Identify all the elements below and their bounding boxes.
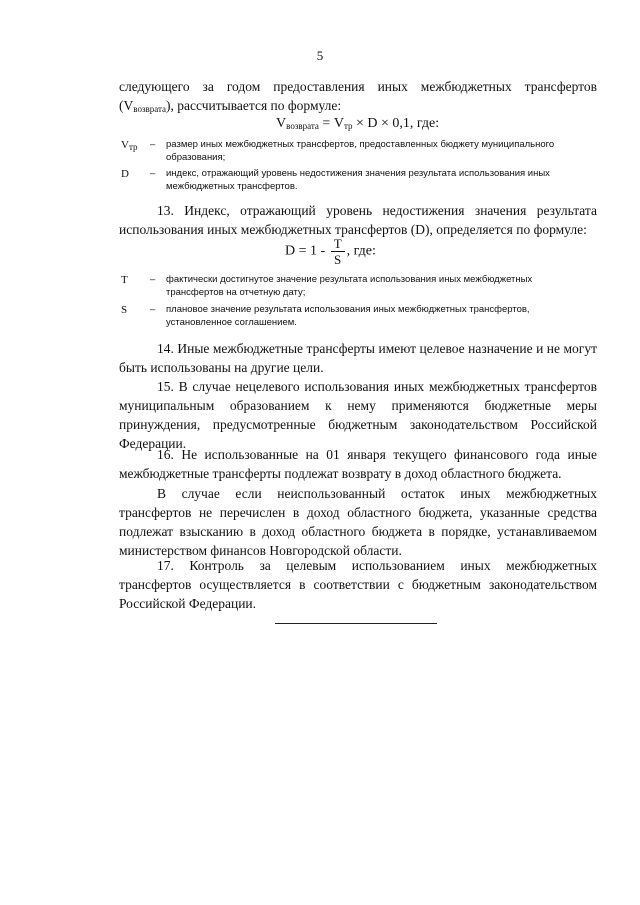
fraction-denominator: S xyxy=(334,252,342,267)
formula-rest: × D × 0,1, где: xyxy=(352,116,440,131)
definition-t xyxy=(121,274,597,300)
definition-symbol: D xyxy=(121,168,129,180)
definition-text: плановое значение результата использования иных межбюджетных трансфертов, установленное соглашением. xyxy=(166,304,530,328)
definition-dash: – xyxy=(150,304,156,315)
formula-tail: , где: xyxy=(346,243,376,259)
intro-text-b: ), рассчитывается по формуле: xyxy=(166,98,342,113)
formula-index xyxy=(285,236,376,267)
formula-return xyxy=(276,116,439,132)
page-number: 5 xyxy=(316,48,324,63)
definition-vtr xyxy=(121,139,597,165)
formula-fraction xyxy=(331,236,345,267)
formula-lhs: D xyxy=(285,243,296,259)
definition-symbol: S xyxy=(121,304,128,316)
paragraph-13: 13. Индекс, отражающий уровень недостижения значения результата использования иных межбюджетных трансфертов (D), определяется по формуле: xyxy=(119,203,597,237)
formula-eq: = 1 - xyxy=(295,243,329,259)
intro-subscript: возврата xyxy=(133,104,167,114)
paragraph-17: 17. Контроль за целевым использованием иных межбюджетных трансфертов осуществляется в соответствии с бюджетным законодательством Российской Федерации. xyxy=(119,558,597,611)
definition-symbol: T xyxy=(121,274,128,286)
definition-text: фактически достигнутое значение результата использования иных межбюджетных трансфертов на отчетную дату; xyxy=(166,274,533,298)
paragraph-14: 14. Иные межбюджетные трансферты имеют целевое назначение и не могут быть использованы на другие цели. xyxy=(119,341,597,375)
definition-text: размер иных межбюджетных трансфертов, предоставленных бюджету муниципального образования; xyxy=(166,139,555,163)
formula-sub-tr: тр xyxy=(343,121,353,131)
paragraph-16-continued: В случае если неиспользованный остаток иных межбюджетных трансфертов не перечислен в доход областного бюджета, указанные средства подлежат взысканию в доход областного бюджета в порядке, устанавливаемом министерством финансов Новгородской области. xyxy=(119,486,597,558)
paragraph-15: 15. В случае нецелевого использования иных межбюджетных трансфертов муниципальным образованием к нему применяются бюджетные меры принуждения, предусмотренные бюджетным законодательством Российской Федерации. xyxy=(119,379,597,451)
formula-v: V xyxy=(276,116,287,131)
definition-text: индекс, отражающий уровень недостижения значения результата использования иных межбюджетных трансфертов. xyxy=(166,168,550,192)
definition-dash: – xyxy=(150,139,156,150)
formula-sub-return: возврата xyxy=(286,121,319,131)
definition-dash: – xyxy=(150,274,156,285)
formula-eq: = V xyxy=(318,116,344,131)
intro-paragraph xyxy=(119,77,597,119)
fraction-numerator: T xyxy=(331,236,345,252)
intro-text-a: следующего за годом предоставления иных межбюджетных трансфертов (V xyxy=(119,79,597,113)
definition-s xyxy=(121,304,597,330)
end-divider xyxy=(275,623,437,624)
definition-symbol: $V_{тр}$ xyxy=(121,139,138,152)
definition-d xyxy=(121,168,597,194)
paragraph-16: 16. Не использованные на 01 января текущего финансового года иные межбюджетные трансферты подлежат возврату в доход областного бюджета. xyxy=(119,447,597,481)
definition-dash: – xyxy=(150,168,156,179)
